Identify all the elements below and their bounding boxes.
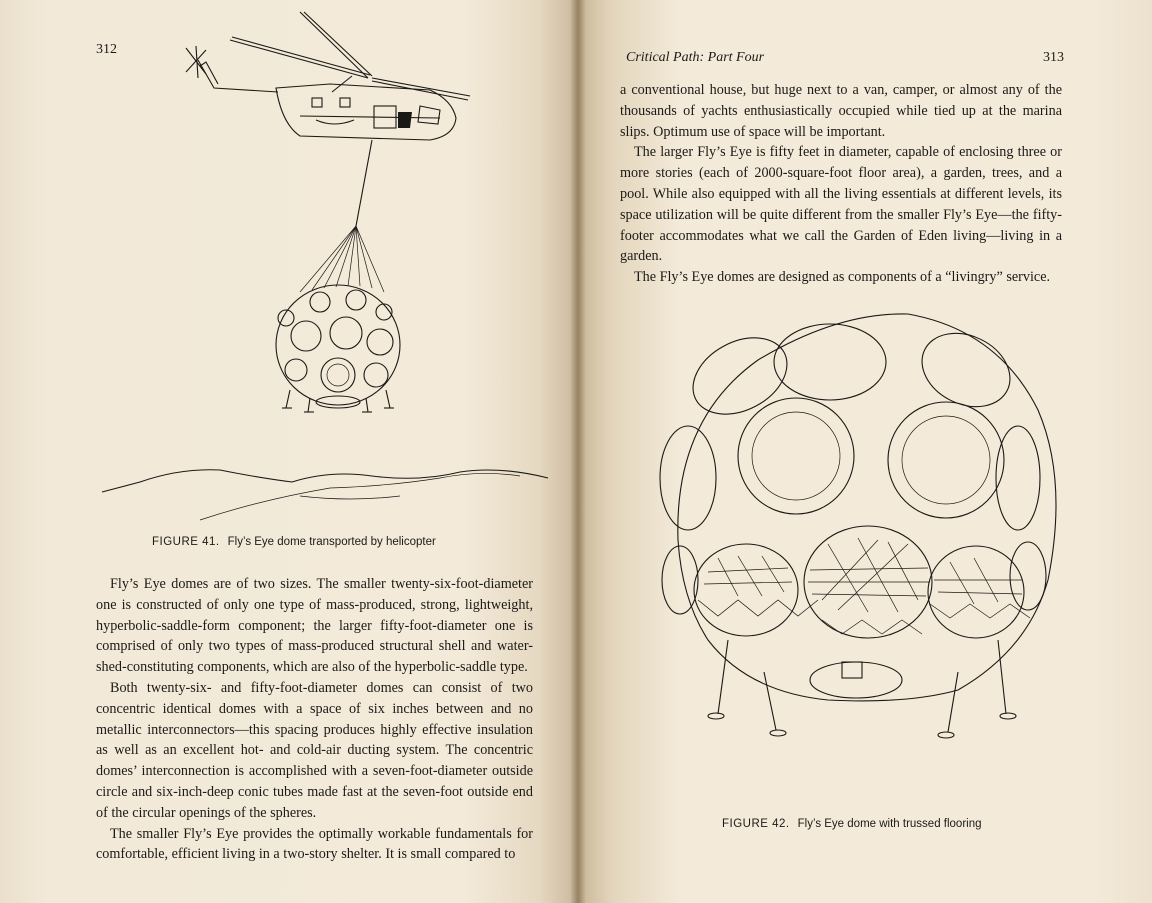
figure-41-helicopter-illustration — [0, 0, 578, 540]
left-paragraph-2: Both twenty-six- and fifty-foot-diameter domes can consist of two concentric identical domes with a space of six inches between and no metallic interconnectors—this spacing produces highly effective insulation as well as an excellent hot- and cold-air ducting system. The concentric domes’ interconnection is accomplished with a seven-foot-diameter outside circle and six-inch-deep conic tubes made fast at the seven-foot outside end of the circular openings of the spheres. — [96, 679, 533, 821]
figure-42-caption — [722, 818, 982, 830]
left-paragraph-1: Fly’s Eye domes are of two sizes. The smaller twenty-six-foot-diameter one is constructed of only one type of mass-produced, strong, lightweight, hyperbolic-saddle-form component; the larger fifty-foot-diameter one is comprised of only two types of mass-produced structural shell and water-shed-constituting components, which are also of the hyperbolic-saddle type. — [96, 576, 533, 676]
right-body-text — [620, 80, 1062, 288]
figure-42-label: FIGURE 42. — [722, 818, 790, 830]
right-page-number: 313 — [1043, 50, 1064, 65]
book-gutter — [570, 0, 586, 903]
running-head: Critical Path: Part Four — [626, 50, 765, 65]
figure-41-label: FIGURE 41. — [152, 536, 220, 548]
figure-42-dome-illustration — [578, 300, 1152, 800]
figure-41-caption-text: Fly’s Eye dome transported by helicopter — [227, 536, 436, 548]
figure-42-caption-text: Fly’s Eye dome with trussed flooring — [797, 818, 982, 830]
left-page-number: 312 — [96, 42, 117, 57]
figure-41-caption — [152, 536, 436, 548]
right-page — [578, 0, 1152, 903]
right-paragraph-1: a conventional house, but huge next to a van, camper, or almost any of the thousands of yachts enthusiastically occupied while tied up at the marina slips. Optimum use of space will be important. — [620, 82, 1062, 140]
left-body-text — [96, 574, 533, 865]
right-paragraph-2: The larger Fly’s Eye is fifty feet in diameter, capable of enclosing three or more stories (each of 2000-square-foot floor area), a garden, trees, and a pool. While also equipped with all the living essentials at different levels, its space utilization will be quite different from the smaller Fly’s Eye—the fifty-footer accommodates what we call the Garden of Eden living—living in a garden. — [620, 144, 1062, 265]
right-paragraph-3: The Fly’s Eye domes are designed as components of a “livingry” service. — [634, 269, 1051, 286]
left-paragraph-3: The smaller Fly’s Eye provides the optimally workable fundamentals for comfortable, efficient living in a two-story shelter. It is small compared to — [96, 825, 533, 863]
